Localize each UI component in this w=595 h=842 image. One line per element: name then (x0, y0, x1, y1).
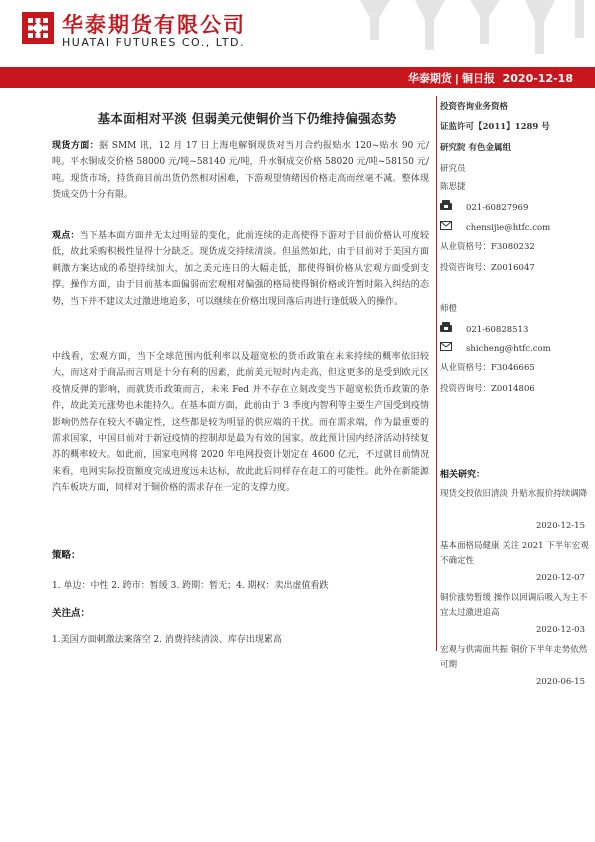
related-research-item[interactable]: 基本面格局健康 关注 2021 下半年宏观不确定性 (440, 541, 589, 566)
strategy-text: 1. 单边：中性 2. 跨市：暂缓 3. 跨期：暂无；4. 期权：卖出虚值看跌 (52, 581, 329, 591)
analyst-email-row[interactable] (440, 342, 551, 354)
strategy-label: 策略： (52, 550, 81, 561)
report-date: 2020-12-18 (502, 72, 573, 85)
email-icon (440, 221, 452, 233)
report-type: 铜日报 (461, 72, 495, 85)
department: 研究院 有色金属组 (440, 143, 511, 153)
role-label: 研究员 (440, 164, 466, 174)
spot-section (52, 138, 429, 204)
report-tag (408, 70, 573, 86)
qualification-title: 投资咨询业务资格 (440, 102, 509, 112)
spot-label: 现货方面： (52, 141, 100, 151)
analyst-email[interactable]: shicheng@htfc.com (466, 344, 551, 354)
header-decoration-icon (330, 0, 595, 66)
related-research-item[interactable]: 铜价涨势暂缓 操作以回调后吸入为主不宜太过激进追高 (440, 593, 588, 618)
view-label: 观点： (52, 231, 80, 241)
company-logo-icon (22, 12, 54, 44)
analyst-phone-row (440, 322, 528, 335)
spot-text: 据 SMM 讯，12 月 17 日上海电解铜现货对当月合约报贴水 120~贴水 90 元/吨。平水铜成交价格 58000 元/吨~58140 元/吨，升水铜成交价格 58020 元/吨~58150 元/吨。现货市场，持货商目前出货仍然相对困难，下游观望情绪因价格走高而丝毫不减。整体现货成交仍十分有限。 (52, 141, 429, 201)
related-research-date: 2020-12-15 (535, 521, 585, 531)
view-section (52, 228, 429, 310)
analyst-advisory-no: 投资咨询号：Z0016047 (440, 263, 535, 273)
analyst-advisory-no: 投资咨询号：Z0014806 (440, 384, 535, 394)
phone-icon (440, 322, 452, 335)
phone-icon (440, 200, 452, 213)
analyst-phone: 021-60827969 (466, 203, 529, 213)
related-research-title: 相关研究： (440, 470, 486, 480)
related-research-date: 2020-12-03 (535, 625, 585, 635)
analyst-email[interactable]: chensijie@htfc.com (466, 223, 551, 233)
focus-text: 1.美国方面刺激法案落空 2. 消费持续清淡、库存出现累高 (52, 635, 282, 645)
related-research-date: 2020-12-07 (535, 573, 585, 583)
analyst-phone-row (440, 200, 528, 213)
analyst-practice-no: 从业资格号：F3046665 (440, 363, 535, 373)
license-number: 证监许可【2011】1289 号 (440, 122, 550, 132)
analyst-name: 师橙 (440, 304, 458, 314)
report-separator: | (454, 72, 459, 85)
macro-section (52, 349, 429, 497)
analyst-phone: 021-60828513 (466, 325, 529, 335)
analyst-name: 陈思捷 (440, 182, 466, 192)
company-name-en: HUATAI FUTURES CO., LTD. (62, 36, 246, 49)
report-company: 华泰期货 (407, 72, 452, 85)
focus-label: 关注点： (52, 608, 91, 619)
column-divider (436, 96, 437, 651)
analyst-practice-no: 从业资格号：F3080232 (440, 242, 535, 252)
company-name-cn: 华泰期货有限公司 (62, 13, 246, 37)
related-research-item[interactable]: 现货交投依旧清淡 升贴水报价持续调降 (440, 489, 588, 499)
report-title: 基本面相对平淡 但弱美元使铜价当下仍维持偏强态势 (97, 111, 397, 126)
email-icon (440, 342, 452, 354)
view-text: 当下基本面方面并无太过明显的变化，此前连续的走高使得下游对于目前价格认可度较低，故此采购积极性显得十分缺乏。现货成交持续清淡。但虽然如此，由于目前对于美国方面刺激方案达成的希望持续加大，加之美元连日的大幅走低，都使得铜价格从宏观方面受到支撑。操作方面，由于目前基本面偏弱而宏观相对偏强的格局使得铜价格或许暂时陷入纠结的态势，当下并不建议太过激进地追多，可以继续在价格出现回落后再进行逢低吸入的操作。 (52, 231, 429, 307)
macro-text: 中线看，宏观方面，当下全球范围内低利率以及超宽松的货币政策在未来持续的概率依旧较大，而这对于商品而言则是十分有利的因素，此前美元短时内走高，但这更多的是受到欧元区疫情反弹的影响，而就货币政策而言，未来 Fed 并不存在立刻改变当下超宽松货币政策的条件，故此美元涨势也未能持久。在基本面方面，此前由于 3 季度内智利等主要生产国受到疫情影响仍然存在较大不确定性，这些都是较为明显的供应端的干扰。而在需求端，作为最重要的需求国家，中国目前对于新冠疫情的控制却是最为有效的国家。故此预计国内经济活动持续复苏的概率较大。如此前，国家电网将 2020 年电网投资计划定在 4600 亿元，不过就目前情况来看，电网实际投资额度完成进度远未达标，故此此后同样存在赶工的可能性。此外在新能源汽车板块方面，同样对于铜价格的需求存在一定的支撑力度。 (52, 352, 429, 494)
related-research-date: 2020-06-15 (535, 677, 585, 687)
related-research-item[interactable]: 宏观与供需面共振 铜价下半年走势依然可期 (440, 645, 588, 670)
analyst-email-row[interactable] (440, 221, 550, 233)
